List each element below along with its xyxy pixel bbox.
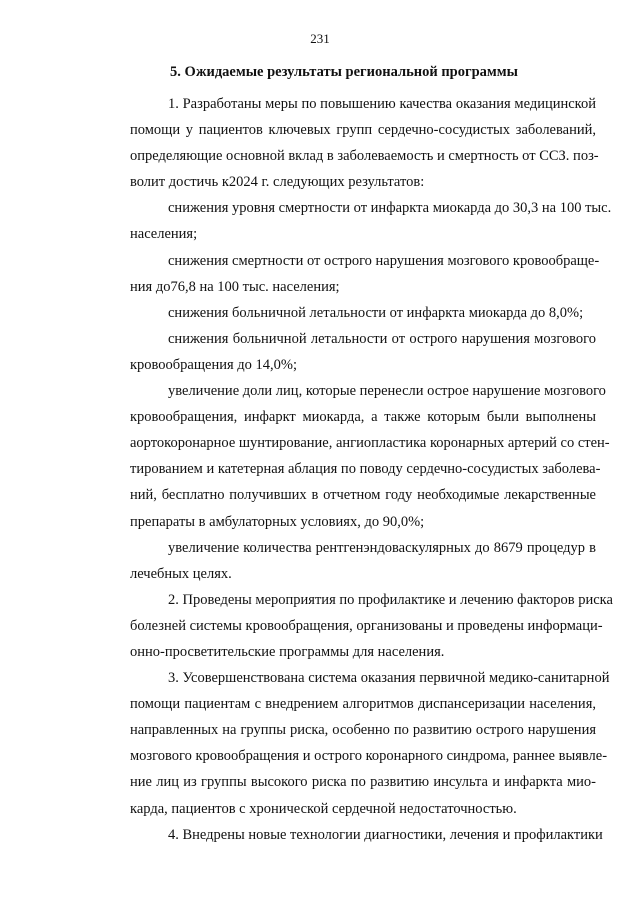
text-line: волит достичь к2024 г. следующих результатов: xyxy=(130,174,425,191)
text-line: карда, пациентов с хронической сердечной недостаточностью. xyxy=(130,800,517,817)
text-line: мозгового кровообращения и острого коронарного синдрома, раннее выявле- xyxy=(130,748,608,765)
text-line: снижения больничной летальности от острого нарушения мозгового xyxy=(168,330,596,347)
paragraph xyxy=(92,300,596,326)
text-line: направленных на группы риска, особенно по развитию острого нарушения xyxy=(130,722,596,739)
text-line: увеличение количества рентгенэндоваскулярных до 8679 процедур в xyxy=(168,539,596,556)
text-line: кровообращения, инфаркт миокарда, а также которым были выполнены xyxy=(130,409,596,426)
paragraph xyxy=(92,665,610,822)
paragraph xyxy=(92,326,596,378)
text-line: снижения уровня смертности от инфаркта миокарда до 30,3 на 100 тыс. xyxy=(168,200,612,217)
text-line: 4. Внедрены новые технологии диагностики, лечения и профилактики xyxy=(168,826,603,843)
text-line: снижения смертности от острого нарушения мозгового кровообраще- xyxy=(168,252,600,269)
text-line: помощи у пациентов ключевых групп сердечно-сосудистых заболеваний, xyxy=(130,122,596,139)
paragraph xyxy=(92,587,613,665)
paragraph xyxy=(92,91,599,195)
text-line: населения; xyxy=(130,226,198,243)
paragraph xyxy=(92,822,603,848)
text-line: лечебных целях. xyxy=(130,565,232,582)
paragraph xyxy=(92,378,610,535)
text-line: препараты в амбулаторных условиях, до 90,0%; xyxy=(130,513,425,530)
paragraph xyxy=(92,248,600,300)
text-line: тированием и катетерная аблация по поводу сердечно-сосудистых заболева- xyxy=(130,461,601,478)
page-number: 231 xyxy=(310,31,330,46)
text-line: ния до76,8 на 100 тыс. населения; xyxy=(130,278,340,295)
text-line: снижения больничной летальности от инфаркта миокарда до 8,0%; xyxy=(168,304,584,321)
text-line: ний, бесплатно получивших в отчетном году необходимые лекарственные xyxy=(130,487,596,504)
text-line: помощи пациентам с внедрением алгоритмов диспансеризации населения, xyxy=(130,696,596,713)
text-line: 3. Усовершенствована система оказания первичной медико-санитарной xyxy=(168,670,610,687)
body-text xyxy=(92,91,613,848)
paragraph xyxy=(92,195,612,247)
text-line: онно-просветительские программы для населения. xyxy=(130,643,445,660)
paragraph xyxy=(92,535,596,587)
text-line: 2. Проведены мероприятия по профилактике и лечению факторов риска xyxy=(168,591,613,608)
text-line: кровообращения до 14,0%; xyxy=(130,356,298,373)
text-line: аортокоронарное шунтирование, ангиопластика коронарных артерий со стен- xyxy=(130,435,610,452)
text-line: болезней системы кровообращения, организованы и проведены информаци- xyxy=(130,617,603,634)
section-heading: 5. Ожидаемые результаты региональной программы xyxy=(170,64,518,80)
text-line: увеличение доли лиц, которые перенесли острое нарушение мозгового xyxy=(168,383,606,400)
text-line: 1. Разработаны меры по повышению качества оказания медицинской xyxy=(168,96,596,112)
text-line: ние лиц из группы высокого риска по развитию инсульта и инфаркта мио- xyxy=(130,774,596,791)
text-line: определяющие основной вклад в заболеваемость и смертность от ССЗ. поз- xyxy=(130,148,599,165)
